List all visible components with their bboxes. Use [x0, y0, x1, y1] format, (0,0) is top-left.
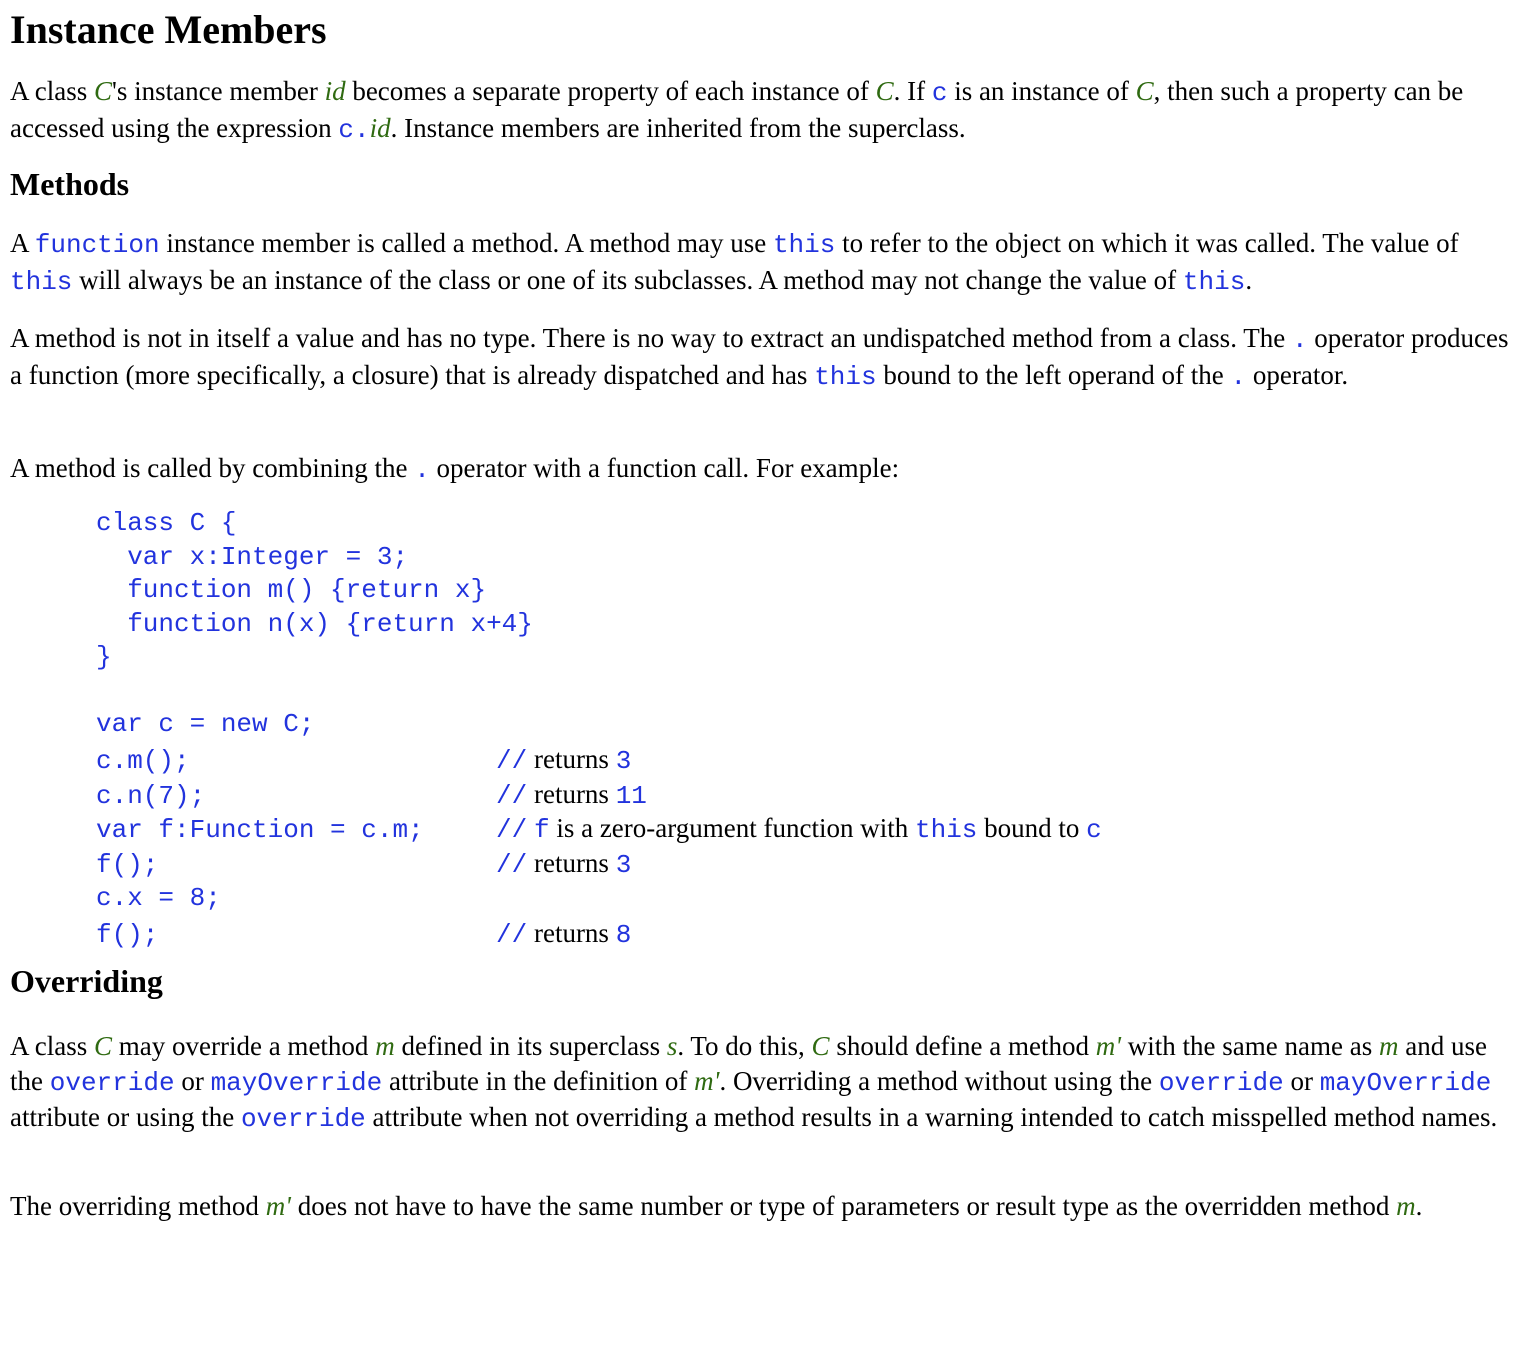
text: and use the [10, 1031, 1487, 1096]
code-example-row [96, 742, 1511, 777]
code-term: this [772, 230, 836, 260]
text: attribute when not overriding a method results in a warning intended to catch misspelled method names. [365, 1102, 1498, 1132]
comment-slashes: // [496, 815, 528, 846]
text: . [1245, 264, 1253, 295]
code-statement: c.m(); [96, 745, 190, 776]
code-comment [496, 916, 631, 953]
code-statement: f(); [96, 919, 159, 950]
text: may override a method [112, 1031, 376, 1061]
code-term: . [354, 114, 370, 145]
method-name: m' [265, 1191, 291, 1221]
comment-slashes: // [496, 919, 528, 950]
superclass-name: s [666, 1031, 678, 1061]
comment-text: is a zero-argument function with [549, 813, 915, 844]
code-term: function [34, 230, 160, 260]
comment-code: c [1086, 815, 1102, 846]
overriding-paragraph-1 [10, 1029, 1511, 1189]
comment-slashes: // [496, 850, 528, 881]
class-name: C [811, 1031, 830, 1061]
comment-code: 3 [615, 850, 632, 881]
code-example-row [96, 881, 1511, 916]
code-comment [496, 811, 1102, 848]
text: attribute in the definition of [382, 1065, 695, 1096]
text: will always be an instance of the class or one of its subclasses. A method may not change the value of [72, 264, 1183, 295]
code-term: . [1291, 325, 1308, 355]
code-term: c [931, 78, 948, 108]
overriding-paragraph-2 [10, 1189, 1511, 1224]
page-title: Instance Members [10, 7, 327, 52]
text: attribute or using the [10, 1102, 241, 1132]
text: A method is not in itself a value and has no type. There is no way to extract an undispatched method from a class. The [10, 323, 1292, 353]
code-term: override [1158, 1067, 1284, 1098]
comment-code: f [533, 815, 550, 846]
text: The overriding method [10, 1191, 266, 1221]
comment-code: 8 [615, 919, 632, 950]
section-heading-methods: Methods [10, 166, 130, 202]
class-name: C [1135, 76, 1154, 106]
identifier: id [324, 76, 346, 106]
code-statement: f(); [96, 850, 159, 881]
comment-code: 3 [615, 745, 632, 776]
method-name: m [1378, 1031, 1399, 1061]
code-statement: var c = new C; [96, 709, 315, 739]
method-name: m [1396, 1191, 1416, 1221]
methods-paragraph-1 [10, 226, 1511, 321]
text: . Instance members are inherited from the superclass. [390, 112, 966, 143]
code-statement: var f:Function = c.m; [96, 815, 424, 846]
text: instance member is called a method. A method may use [159, 228, 773, 258]
text: does not have to have the same number or type of parameters or result type as the overridden method [290, 1191, 1397, 1221]
text: . If [893, 76, 932, 106]
text: operator with a function call. For example: [429, 453, 900, 483]
code-example-row [96, 777, 1511, 812]
text: with the same name as [1121, 1031, 1379, 1061]
text: to refer to the object on which it was called. The value of [835, 228, 1459, 258]
comment-text: returns [527, 848, 616, 879]
code-term: override [49, 1067, 175, 1098]
methods-paragraph-2 [10, 321, 1511, 451]
code-statement: c.n(7); [96, 780, 206, 811]
text: becomes a separate property of each instance of [345, 76, 876, 106]
code-term: this [814, 361, 877, 392]
text: 's instance member [112, 76, 325, 106]
class-name: C [94, 76, 113, 106]
class-name: C [875, 76, 894, 106]
method-name: m [375, 1031, 395, 1061]
methods-paragraph-3 [10, 451, 1511, 507]
code-term: mayOverride [1319, 1067, 1492, 1098]
code-term: this [10, 266, 73, 297]
section-heading-overriding: Overriding [10, 963, 163, 999]
text: or [1283, 1065, 1320, 1096]
class-name: C [94, 1031, 113, 1061]
text: operator. [1246, 359, 1349, 390]
method-name: m' [1095, 1031, 1122, 1061]
code-example-row [96, 916, 1511, 951]
comment-code: this [914, 815, 978, 846]
code-comment [496, 777, 647, 814]
text: A class [10, 76, 94, 106]
code-comment [496, 846, 631, 883]
text: should define a method [829, 1031, 1096, 1061]
text: . To do this, [677, 1031, 812, 1061]
text: operator produces a function (more specifically, a closure) that is already dispatched and has [10, 323, 1509, 390]
code-term: c [338, 114, 355, 145]
code-statement: c.x = 8; [96, 882, 221, 913]
comment-text: returns [527, 743, 616, 774]
method-name: m' [694, 1065, 720, 1096]
code-term: . [414, 455, 430, 485]
code-term: this [1182, 266, 1246, 297]
text: defined in its superclass [394, 1031, 667, 1061]
text: , then such a property can be accessed using the expression [10, 76, 1464, 143]
text: or [174, 1065, 211, 1096]
comment-slashes: // [496, 745, 528, 776]
identifier: id [369, 112, 391, 143]
comment-code: 11 [615, 780, 647, 811]
text: is an instance of [947, 76, 1136, 106]
text: . [1415, 1191, 1423, 1221]
code-term: . [1230, 361, 1247, 392]
code-term: override [240, 1104, 366, 1134]
comment-text: returns [527, 917, 616, 948]
code-example [10, 707, 1511, 957]
comment-text [527, 813, 534, 843]
code-block-class-definition: class C { var x:Integer = 3; function m() {return x} function n(x) {return x+4} } [96, 508, 533, 672]
code-example-row [96, 846, 1511, 881]
intro-paragraph [10, 74, 1511, 162]
code-comment [496, 742, 631, 779]
code-term: mayOverride [210, 1067, 383, 1098]
text: . Overriding a method without using the [719, 1065, 1159, 1096]
comment-slashes: // [496, 780, 528, 811]
text: bound to the left operand of the [876, 359, 1231, 390]
comment-text: bound to [977, 813, 1087, 844]
text: A method is called by combining the [10, 453, 415, 483]
text: A [10, 228, 35, 258]
comment-text: returns [527, 778, 616, 809]
code-example-row [96, 811, 1511, 846]
code-example-row [96, 707, 1511, 742]
text: A class [10, 1031, 94, 1061]
